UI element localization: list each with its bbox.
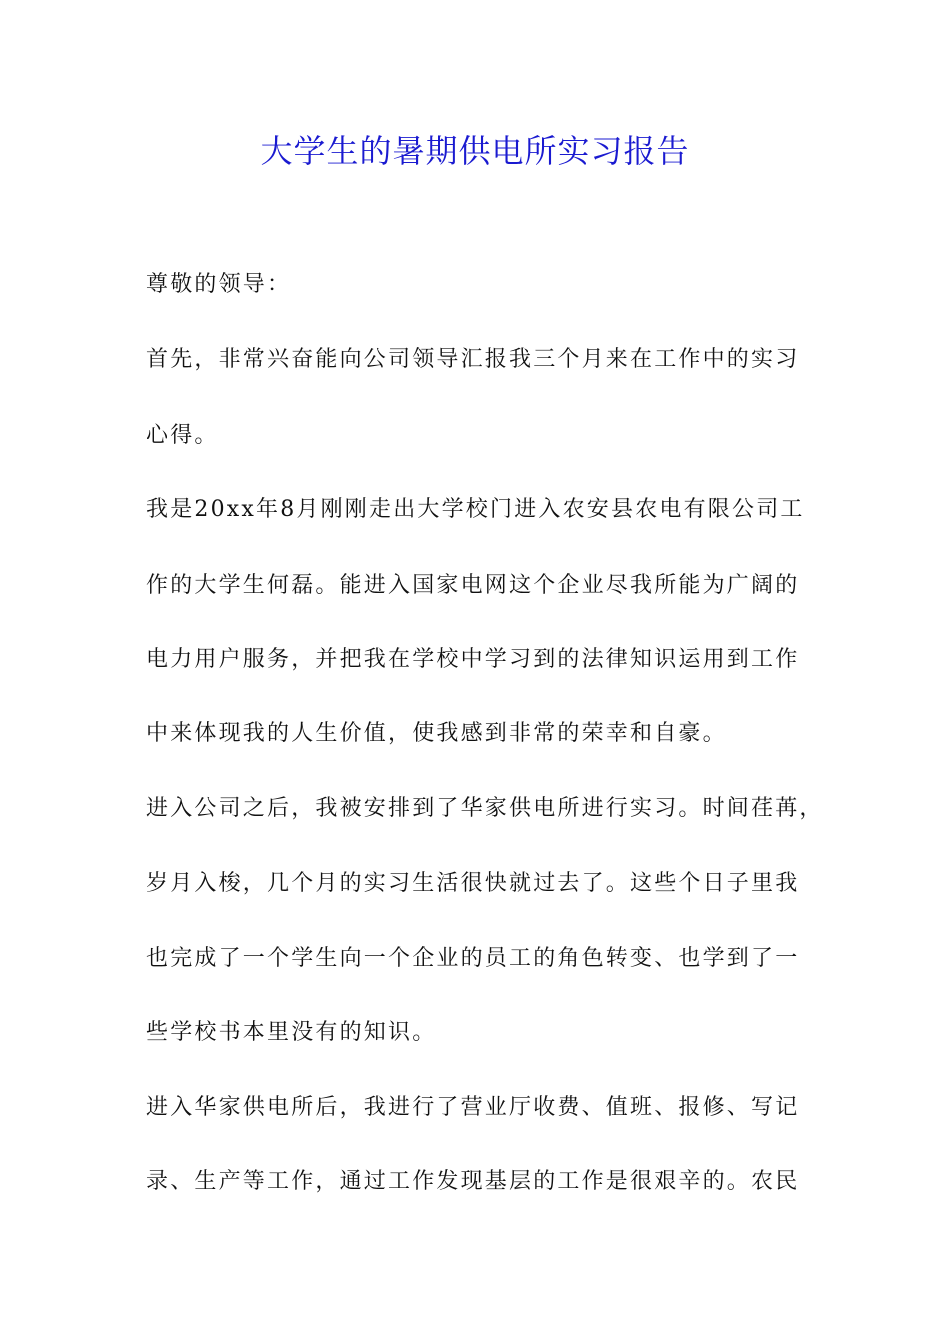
paragraph-line: 录、生产等工作，通过工作发现基层的工作是很艰辛的。农民 — [146, 1169, 800, 1194]
paragraph-line: 也完成了一个学生向一个企业的员工的角色转变、也学到了一 — [146, 946, 800, 971]
paragraph-line: 进入公司之后，我被安排到了华家供电所进行实习。时间荏苒， — [146, 796, 824, 821]
paragraph-line: 些学校书本里没有的知识。 — [146, 1020, 437, 1045]
paragraph-line: 作的大学生何磊。能进入国家电网这个企业尽我所能为广阔的 — [146, 573, 800, 598]
paragraph-line: 中来体现我的人生价值，使我感到非常的荣幸和自豪。 — [146, 721, 727, 746]
paragraph-line: 电力用户服务，并把我在学校中学习到的法律知识运用到工作 — [146, 647, 800, 672]
paragraph-line: 岁月入梭，几个月的实习生活很快就过去了。这些个日子里我 — [146, 871, 800, 896]
document-title: 大学生的暑期供电所实习报告 — [260, 132, 690, 170]
paragraph-line: 进入华家供电所后，我进行了营业厅收费、值班、报修、写记 — [146, 1095, 800, 1120]
paragraph-line: 我是20xx年8月刚刚走出大学校门进入农安县农电有限公司工 — [146, 497, 805, 522]
salutation-line: 尊敬的领导： — [146, 272, 292, 297]
paragraph-line: 心得。 — [146, 423, 219, 448]
paragraph-line: 首先，非常兴奋能向公司领导汇报我三个月来在工作中的实习 — [146, 347, 800, 372]
